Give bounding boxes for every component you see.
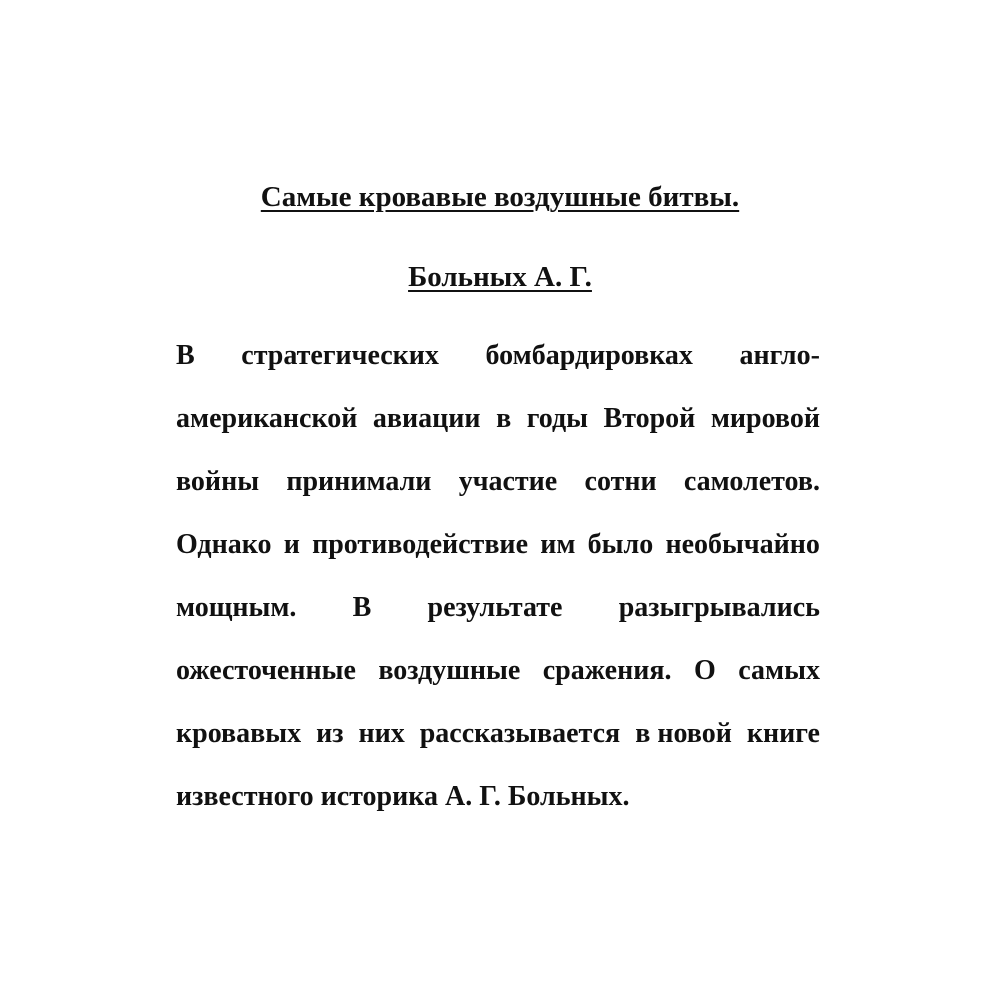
word: авиации bbox=[372, 403, 481, 434]
word: стратегических bbox=[241, 340, 439, 371]
word: необычайно bbox=[665, 529, 820, 560]
book-title: Самые кровавые воздушные битвы. bbox=[260, 181, 740, 213]
word: в bbox=[496, 403, 512, 434]
annotation-line-8 bbox=[176, 775, 820, 838]
word: воздушные bbox=[378, 655, 521, 686]
word: войны bbox=[176, 466, 260, 497]
word: мощным. bbox=[176, 592, 297, 623]
annotation-line-2 bbox=[176, 397, 820, 460]
word: самых bbox=[738, 655, 820, 686]
word: Однако bbox=[176, 529, 272, 560]
word: принимали bbox=[286, 466, 432, 497]
word: участие bbox=[458, 466, 558, 497]
word: самолетов. bbox=[683, 466, 820, 497]
annotation-line-5 bbox=[176, 586, 820, 649]
word: рассказывается bbox=[419, 718, 621, 749]
word: В bbox=[176, 340, 195, 371]
word: известного историка А. Г. Больных. bbox=[176, 781, 630, 812]
word: из bbox=[316, 718, 344, 749]
word: сотни bbox=[584, 466, 657, 497]
word: годы bbox=[526, 403, 588, 434]
word: американской bbox=[176, 403, 358, 434]
word: Второй bbox=[603, 403, 696, 434]
word: противодействие bbox=[312, 529, 528, 560]
book-author: Больных А. Г. bbox=[408, 261, 592, 293]
word: результате bbox=[427, 592, 563, 623]
annotation-line-6 bbox=[176, 649, 820, 712]
word: бомбардировках bbox=[485, 340, 693, 371]
word: кровавых bbox=[176, 718, 302, 749]
annotation-line-4 bbox=[176, 523, 820, 586]
word: англо- bbox=[739, 340, 820, 371]
word: мировой bbox=[710, 403, 820, 434]
annotation-line-3 bbox=[176, 460, 820, 523]
word: и bbox=[283, 529, 300, 560]
word: книге bbox=[746, 718, 820, 749]
word: В bbox=[352, 592, 372, 623]
word: них bbox=[358, 718, 405, 749]
word: им bbox=[540, 529, 576, 560]
word: сражения. bbox=[542, 655, 672, 686]
annotation-line-7 bbox=[176, 712, 820, 775]
annotation-line-1 bbox=[176, 334, 820, 397]
word: разыгрывались bbox=[618, 592, 820, 623]
word: было bbox=[587, 529, 654, 560]
word: ожесточенные bbox=[176, 655, 356, 686]
word: О bbox=[694, 655, 716, 686]
annotation-text bbox=[176, 334, 820, 838]
word: в новой bbox=[635, 718, 732, 749]
